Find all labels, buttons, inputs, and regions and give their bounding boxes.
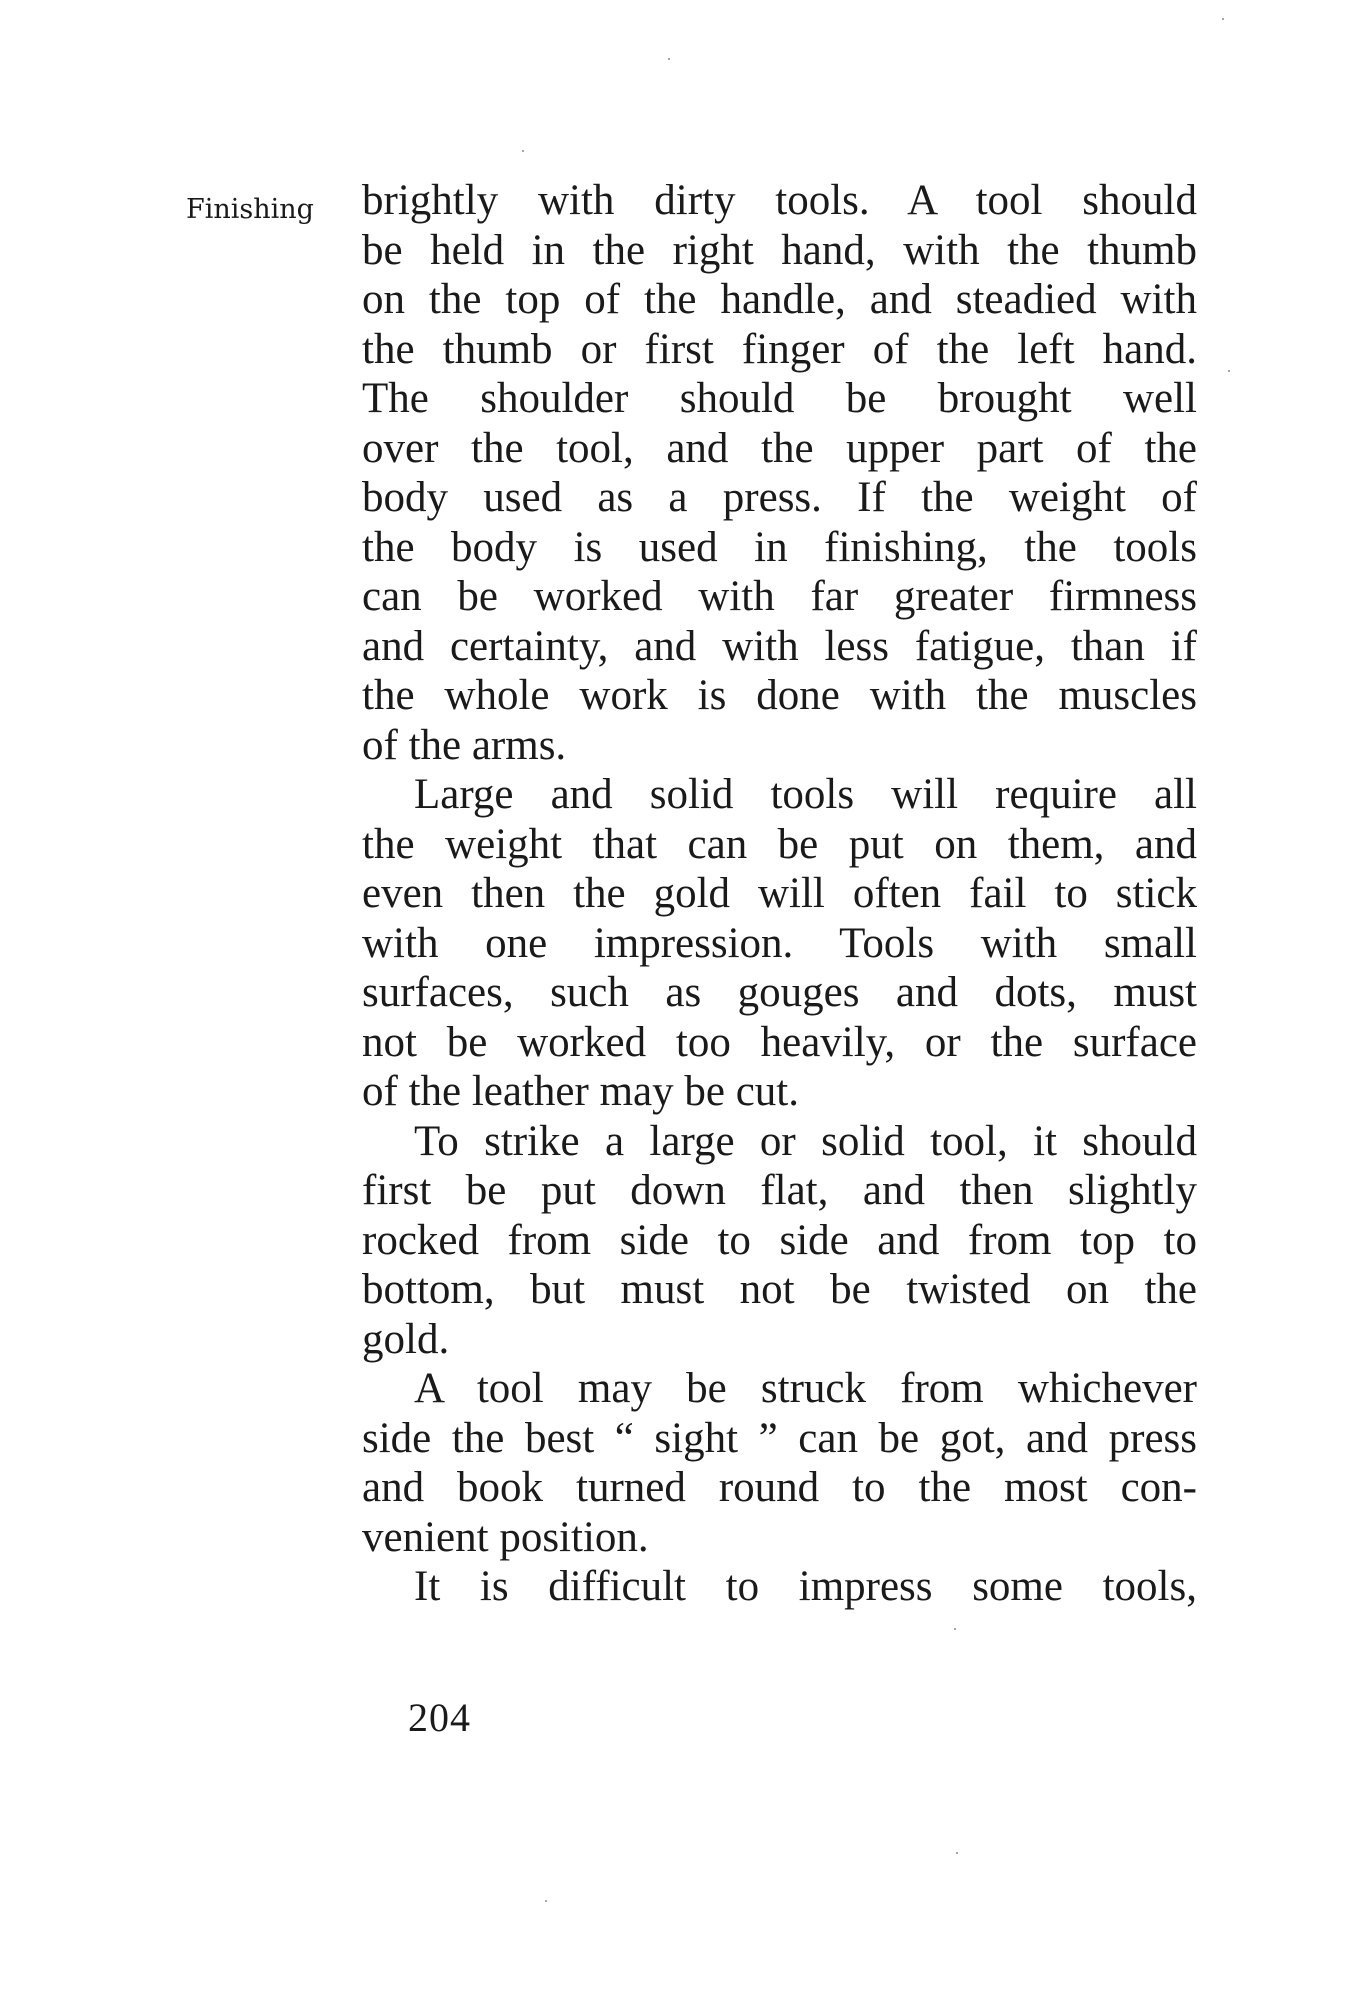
text-line: the whole work is done with the muscles [362,672,1197,719]
text-line: first be put down flat, and then slightly [362,1167,1197,1214]
text-line: rocked from side to side and from top to [362,1216,1197,1264]
text-line: Large and solid tools will require all [414,771,1197,818]
text-line: brightly with dirty tools. A tool should [362,177,1197,224]
body-text [362,176,1197,1612]
text-line: of the arms. [362,721,567,769]
margin-label: Finishing [186,194,314,225]
text-line: side the best “ sight ” can be got, and press [362,1414,1197,1462]
scan-speck [1228,370,1230,372]
text-line: on the top of the handle, and steadied with [362,276,1197,323]
page-number: 204 [408,1695,471,1740]
text-line: over the tool, and the upper part of the [362,424,1197,472]
scan-speck [545,1900,547,1902]
scan-speck [954,1628,956,1630]
text-line: be held in the right hand, with the thumb [362,226,1197,274]
scan-speck [668,58,670,60]
text-line: the body is used in finishing, the tools [362,523,1197,571]
text-line: surfaces, such as gouges and dots, must [362,969,1197,1016]
text-line: and certainty, and with less fatigue, than if [362,622,1197,670]
scan-speck [522,150,524,152]
text-line: venient position. [362,1513,649,1561]
text-line: can be worked with far greater firmness [362,573,1197,620]
text-line: bottom, but must not be twisted on the [362,1266,1197,1313]
scan-speck [1222,18,1224,20]
text-line: To strike a large or solid tool, it should [414,1117,1197,1165]
text-line: with one impression. Tools with small [362,919,1197,967]
text-line: and book turned round to the most con- [362,1464,1197,1511]
scan-speck [956,1852,958,1854]
text-line: the thumb or first finger of the left hand. [362,325,1197,373]
text-line: even then the gold will often fail to stick [362,870,1197,917]
text-line: body used as a press. If the weight of [362,474,1197,521]
text-line: It is difficult to impress some tools, [414,1563,1197,1610]
text-line: of the leather may be cut. [362,1068,799,1115]
text-line: not be worked too heavily, or the surface [362,1018,1197,1066]
text-line: the weight that can be put on them, and [362,820,1197,868]
text-line: gold. [362,1315,450,1363]
text-line: The shoulder should be brought well [362,375,1197,422]
text-line: A tool may be struck from whichever [414,1365,1197,1412]
